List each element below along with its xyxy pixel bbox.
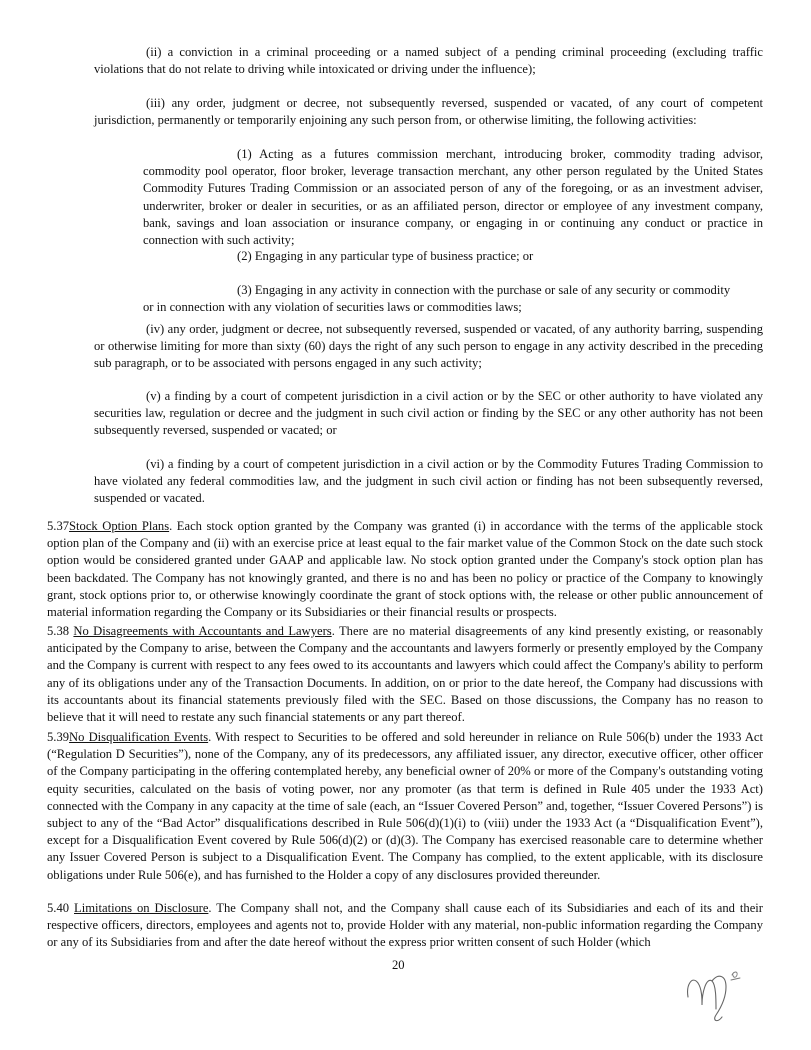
section-title: Stock Option Plans [69, 519, 170, 533]
item-3 [143, 282, 763, 316]
scan-header-artifact [12, 8, 232, 14]
section-body: . The Company shall not, and the Company shall cause each of its Subsidiaries and each of its and their respective officers, directors, employees and agents not to, provide Holder with any material, non-public information regarding the Company or any of its Subsidiaries from and after the date hereof without the express prior written consent of such Holder (which [47, 901, 763, 950]
item-3-continuation: or in connection with any violation of securities laws or commodities laws; [143, 300, 522, 315]
section-number: 5.38 [47, 624, 70, 638]
subparagraph-v: (v) a finding by a court of competent jurisdiction in a civil action or by the SEC or other authority to have violated any securities law, regulation or decree and the judgment in such civil action or finding by the SEC or any other authority has not been subsequently reversed, suspended or vacated; or [94, 389, 763, 438]
section-body: . With respect to Securities to be offered and sold hereunder in reliance on Rule 506(b) under the 1933 Act (“Regulation D Securities”), none of the Company, any of its predecessors, any affiliated issuer, any director, executive officer, other officer of the Company participating in the offering contemplated hereby, any beneficial owner of 20% or more of the Company's outstanding voting equity securities, calculated on the basis of voting power, nor any promoter (as that term is defined in Rule 405 under the 1933 Act) connected with the Company in any capacity at the time of sale (each, an “Issuer Covered Person” and, together, “Issuer Covered Persons”) is subject to any of the “Bad Actor” disqualifications described in Rule 506(d)(1)(i) to (viii) under the 1933 Act (a “Disqualification Event”), except for a Disqualification Event covered by Rule 506(d)(2) or (d)(3). The Company has exercised reasonable care to determine whether any Issuer Covered Person is subject to a Disqualification Event. The Company has complied, to the extent applicable, with its disclosure obligations under Rule 506(e), and has furnished to the Holder a copy of any disclosures provided thereunder. [47, 730, 763, 882]
subparagraph-iii: (iii) any order, judgment or decree, not subsequently reversed, suspended or vacated, of any court of competent jurisdiction, permanently or temporarily enjoining any such person from, or otherwise limiting, the following activities: [94, 96, 763, 128]
section-5-38 [47, 623, 763, 726]
section-title: No Disagreements with Accountants and Lawyers [73, 624, 332, 638]
item-3-first-line: (3) Engaging in any activity in connection with the purchase or sale of any security or commodity [237, 283, 731, 297]
section-body: . There are no material disagreements of any kind presently existing, or reasonably anticipated by the Company to arise, between the Company and the accountants and lawyers formerly or presently employed by the Company and the Company is current with respect to any fees owed to its accountants and lawyers which could affect the Company's ability to perform any of its obligations under any of the Transaction Documents. In addition, on or prior to the date hereof, the Company had discussions with its accountants about its financial statements previously filed with the SEC. Based on those discussions, the Company has no reason to believe that it will need to restate any such financial statements or any part thereof. [47, 624, 763, 725]
item-2: (2) Engaging in any particular type of business practice; or [237, 249, 534, 263]
section-5-37 [47, 518, 763, 621]
section-number: 5.37 [47, 519, 70, 533]
section-title: No Disqualification Events [69, 730, 209, 744]
section-number: 5.39 [47, 730, 70, 744]
page-number: 20 [392, 958, 405, 972]
subparagraph-ii: (ii) a conviction in a criminal proceeding or a named subject of a pending criminal proceeding (excluding traffic violations that do not relate to driving while intoxicated or driving under the influence); [94, 45, 763, 77]
section-5-39 [47, 729, 763, 884]
item-1: (1) Acting as a futures commission merchant, introducing broker, commodity trading advisor, commodity pool operator, floor broker, leverage transaction merchant, any other person regulated by the United States Commodity Futures Trading Commission or an associated person of any of the foregoing, or as an investment adviser, underwriter, broker or dealer in securities, or as an affiliated person, director or employee of any investment company, bank, savings and loan association or insurance company, or engaging in or continuing any conduct or practice in connection with such activity; [143, 147, 763, 248]
section-number: 5.40 [47, 901, 70, 915]
subparagraph-vi: (vi) a finding by a court of competent jurisdiction in a civil action or by the Commodity Futures Trading Commission to have violated any federal commodities law, and the judgment in such civil action or finding has not been subsequently reversed, suspended or vacated. [94, 457, 763, 506]
section-5-40 [47, 900, 763, 952]
section-title: Limitations on Disclosure [74, 901, 209, 915]
handwritten-initials-icon [682, 965, 752, 1025]
subparagraph-iv: (iv) any order, judgment or decree, not subsequently reversed, suspended or vacated, of any authority barring, suspending or otherwise limiting for more than sixty (60) days the right of any such person to engage in any activity described in the preceding sub paragraph, or to be associated with persons engaged in any such activity; [94, 322, 763, 371]
section-body: . Each stock option granted by the Company was granted (i) in accordance with the terms of the applicable stock option plan of the Company and (ii) with an exercise price at least equal to the fair market value of the Common Stock on the date such stock option would be considered granted under GAAP and applicable law. No stock option granted under the Company's stock option plan has been backdated. The Company has not knowingly granted, and there is no and has been no policy or practice of the Company to knowingly grant, stock options prior to, or otherwise knowingly coordinate the grant of stock options with, the release or other public announcement of material information regarding the Company or its Subsidiaries or their financial results or prospects. [47, 519, 763, 620]
